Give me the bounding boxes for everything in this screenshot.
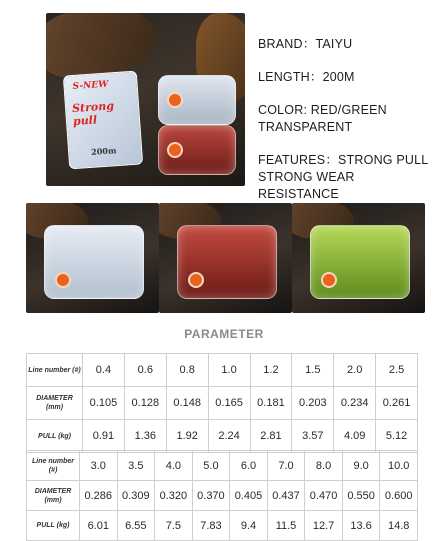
- row-header: DIAMETER (mm): [27, 387, 83, 420]
- spec-brand: BRAND：TAIYU: [258, 37, 353, 51]
- table-cell: 3.0: [80, 451, 118, 481]
- table-cell: 7.0: [267, 451, 305, 481]
- table-cell: 12.7: [305, 511, 343, 541]
- table-cell: 6.0: [230, 451, 268, 481]
- row-header: PULL (kg): [27, 420, 83, 453]
- spool-hub: [321, 272, 337, 288]
- table-cell: 7.83: [192, 511, 230, 541]
- table-cell: 0.4: [83, 354, 125, 387]
- spool-hub: [188, 272, 204, 288]
- table-cell: 0.437: [267, 481, 305, 511]
- table-cell: 4.09: [334, 420, 376, 453]
- table-cell: 0.370: [192, 481, 230, 511]
- row-header: Line number (#): [27, 451, 80, 481]
- table-cell: 0.261: [376, 387, 418, 420]
- table-cell: 0.600: [380, 481, 418, 511]
- table-cell: 1.36: [124, 420, 166, 453]
- table-cell: 0.320: [155, 481, 193, 511]
- hero-product-photo: [46, 13, 245, 186]
- table-cell: 0.405: [230, 481, 268, 511]
- spool-clear: [44, 225, 144, 299]
- table-cell: 0.286: [80, 481, 118, 511]
- brand-logo: S-NEW: [72, 79, 109, 93]
- parameter-table-2: [26, 450, 418, 541]
- table-cell: 2.0: [334, 354, 376, 387]
- table-cell: 1.2: [250, 354, 292, 387]
- table-cell: 10.0: [380, 451, 418, 481]
- parameter-title: PARAMETER: [184, 327, 264, 341]
- table-cell: 6.55: [117, 511, 155, 541]
- table-cell: 9.4: [230, 511, 268, 541]
- table-row-diameter: [27, 481, 418, 511]
- table-cell: 0.165: [208, 387, 250, 420]
- table-cell: 3.57: [292, 420, 334, 453]
- thumbnail-red-spool: [159, 203, 292, 313]
- table-cell: 1.0: [208, 354, 250, 387]
- row-header: PULL (kg): [27, 511, 80, 541]
- thumbnail-green-spool: [292, 203, 425, 313]
- spec-length: LENGTH：200M: [258, 70, 355, 84]
- table-row-pull: [27, 511, 418, 541]
- spool-green: [310, 225, 410, 299]
- spool-red: [177, 225, 277, 299]
- table-cell: 2.81: [250, 420, 292, 453]
- spool-hub: [167, 142, 183, 158]
- table-cell: 0.6: [124, 354, 166, 387]
- table-cell: 0.148: [166, 387, 208, 420]
- spec-list: [258, 36, 438, 203]
- table-cell: 4.0: [155, 451, 193, 481]
- spool-label-card: [63, 71, 143, 170]
- spool-hub: [55, 272, 71, 288]
- table-cell: 0.203: [292, 387, 334, 420]
- spec-features: FEATURES：STRONG PULL: [258, 153, 429, 167]
- table-row-line-number: [27, 354, 418, 387]
- spool-hub: [167, 92, 183, 108]
- row-header: Line number (#): [27, 354, 83, 387]
- table-cell: 6.01: [80, 511, 118, 541]
- row-header: DIAMETER (mm): [27, 481, 80, 511]
- table-row-diameter: [27, 387, 418, 420]
- product-length: 200m: [90, 145, 117, 157]
- table-cell: 0.91: [83, 420, 125, 453]
- spec-color: COLOR: RED/GREEN: [258, 103, 387, 117]
- table-cell: 0.105: [83, 387, 125, 420]
- spool-red: [158, 125, 236, 175]
- table-cell: 0.234: [334, 387, 376, 420]
- spool-clear: [158, 75, 236, 125]
- table-cell: 13.6: [342, 511, 380, 541]
- table-cell: 0.470: [305, 481, 343, 511]
- table-cell: 5.0: [192, 451, 230, 481]
- spec-color-cont: TRANSPARENT: [258, 120, 353, 134]
- table-cell: 0.309: [117, 481, 155, 511]
- table-cell: 9.0: [342, 451, 380, 481]
- table-cell: 0.550: [342, 481, 380, 511]
- table-cell: 3.5: [117, 451, 155, 481]
- parameter-table-1: [26, 353, 418, 453]
- table-row-pull: [27, 420, 418, 453]
- table-cell: 0.181: [250, 387, 292, 420]
- thumbnail-clear-spool: [26, 203, 159, 313]
- table-cell: 1.92: [166, 420, 208, 453]
- table-cell: 14.8: [380, 511, 418, 541]
- table-cell: 7.5: [155, 511, 193, 541]
- spec-features-cont: STRONG WEAR RESISTANCE: [258, 170, 355, 201]
- table-cell: 11.5: [267, 511, 305, 541]
- table-cell: 5.12: [376, 420, 418, 453]
- product-name: Strong pull: [71, 99, 115, 129]
- table-cell: 0.8: [166, 354, 208, 387]
- table-cell: 8.0: [305, 451, 343, 481]
- table-cell: 2.5: [376, 354, 418, 387]
- table-cell: 2.24: [208, 420, 250, 453]
- table-cell: 0.128: [124, 387, 166, 420]
- table-row-line-number: [27, 451, 418, 481]
- table-cell: 1.5: [292, 354, 334, 387]
